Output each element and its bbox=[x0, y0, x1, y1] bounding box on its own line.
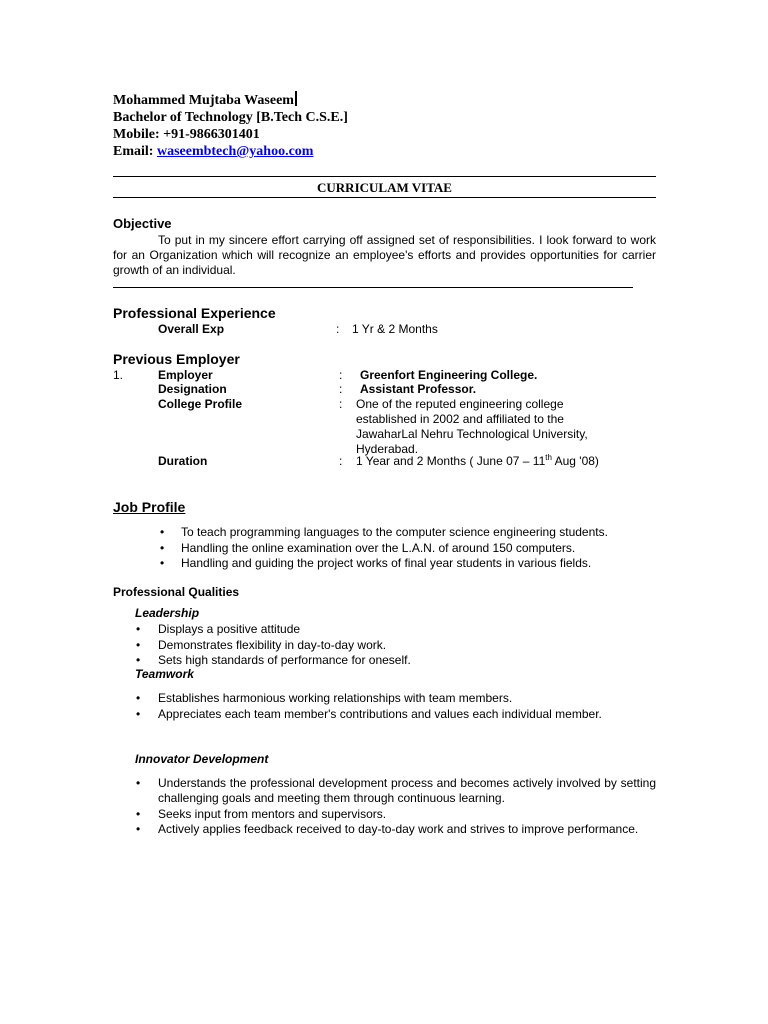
duration-value: 1 Year and 2 Months ( June 07 – 11th Aug '08) bbox=[356, 453, 599, 468]
objective-text: To put in my sincere effort carrying off assigned set of responsibilities. I look forward to work for an Organization which will recognize an employee's efforts and provides opportunities for carrier growth of an individual. bbox=[113, 233, 656, 277]
bullet-icon: • bbox=[160, 556, 165, 570]
college-profile-colon: : bbox=[339, 397, 343, 411]
job-profile-heading: Job Profile bbox=[113, 499, 186, 515]
title-rule-bottom bbox=[113, 197, 656, 198]
bullet-icon: • bbox=[136, 707, 141, 721]
bullet-icon: • bbox=[136, 776, 141, 790]
job-item: To teach programming languages to the computer science engineering students. bbox=[181, 525, 608, 539]
college-profile-line: established in 2002 and affiliated to the bbox=[356, 412, 564, 426]
designation-value: Assistant Professor. bbox=[360, 382, 477, 396]
college-profile-line: One of the reputed engineering college bbox=[356, 397, 564, 411]
job-item: Handling the online examination over the L.A.N. of around 150 computers. bbox=[181, 541, 576, 555]
overall-exp-label: Overall Exp bbox=[158, 322, 225, 336]
overall-exp-value: 1 Yr & 2 Months bbox=[352, 322, 438, 336]
innovator-item: Actively applies feedback received to day-to-day work and strives to improve performance. bbox=[158, 822, 639, 836]
employer-number: 1. bbox=[113, 368, 124, 382]
candidate-mobile: Mobile: +91-9866301401 bbox=[113, 127, 260, 142]
bullet-icon: • bbox=[136, 807, 141, 821]
college-profile-line: JawaharLal Nehru Technological University, bbox=[356, 427, 588, 441]
bullet-icon: • bbox=[136, 638, 141, 652]
candidate-degree: Bachelor of Technology [B.Tech C.S.E.] bbox=[113, 110, 348, 125]
objective-rule bbox=[113, 287, 633, 288]
innovator-item: Understands the professional development process and becomes actively involved by setting challenging goals and meeting them through continuous learning. bbox=[158, 776, 656, 805]
duration-colon: : bbox=[339, 454, 343, 468]
leadership-item: Demonstrates flexibility in day-to-day work. bbox=[158, 638, 387, 652]
duration-label: Duration bbox=[158, 454, 208, 468]
document-title: CURRICULAM VITAE bbox=[317, 180, 452, 195]
bullet-icon: • bbox=[136, 622, 141, 636]
overall-exp-colon: : bbox=[336, 322, 340, 336]
innovator-item: Seeks input from mentors and supervisors. bbox=[158, 807, 387, 821]
bullet-icon: • bbox=[136, 822, 141, 836]
bullet-icon: • bbox=[136, 691, 141, 705]
experience-heading: Professional Experience bbox=[113, 305, 276, 321]
employer-value: Greenfort Engineering College. bbox=[360, 368, 538, 382]
college-profile-line: Hyderabad. bbox=[356, 442, 419, 456]
email-link[interactable]: waseembtech@yahoo.com bbox=[156, 144, 314, 159]
title-rule-top bbox=[113, 176, 656, 177]
college-profile-value bbox=[356, 397, 588, 457]
candidate-email-line bbox=[113, 143, 313, 161]
employer-label: Employer bbox=[158, 368, 213, 382]
employer-colon: : bbox=[339, 368, 343, 382]
objective-heading: Objective bbox=[113, 216, 172, 231]
innovator-heading: Innovator Development bbox=[135, 752, 269, 766]
email-label: Email: bbox=[113, 144, 154, 159]
designation-colon: : bbox=[339, 382, 343, 396]
teamwork-heading: Teamwork bbox=[135, 667, 194, 681]
college-profile-label: College Profile bbox=[158, 397, 243, 411]
bullet-icon: • bbox=[160, 525, 165, 539]
bullet-icon: • bbox=[160, 541, 165, 555]
teamwork-item: Appreciates each team member's contributions and values each individual member. bbox=[158, 707, 602, 721]
leadership-item: Sets high standards of performance for oneself. bbox=[158, 653, 411, 667]
leadership-item: Displays a positive attitude bbox=[158, 622, 301, 636]
teamwork-item: Establishes harmonious working relationships with team members. bbox=[158, 691, 513, 705]
job-item: Handling and guiding the project works of final year students in various fields. bbox=[181, 556, 592, 570]
previous-employer-heading: Previous Employer bbox=[113, 351, 240, 367]
candidate-name: Mohammed Mujtaba Waseem bbox=[113, 91, 297, 110]
designation-label: Designation bbox=[158, 382, 227, 396]
qualities-heading: Professional Qualities bbox=[113, 585, 240, 599]
bullet-icon: • bbox=[136, 653, 141, 667]
leadership-heading: Leadership bbox=[135, 606, 200, 620]
text-cursor bbox=[295, 91, 297, 106]
